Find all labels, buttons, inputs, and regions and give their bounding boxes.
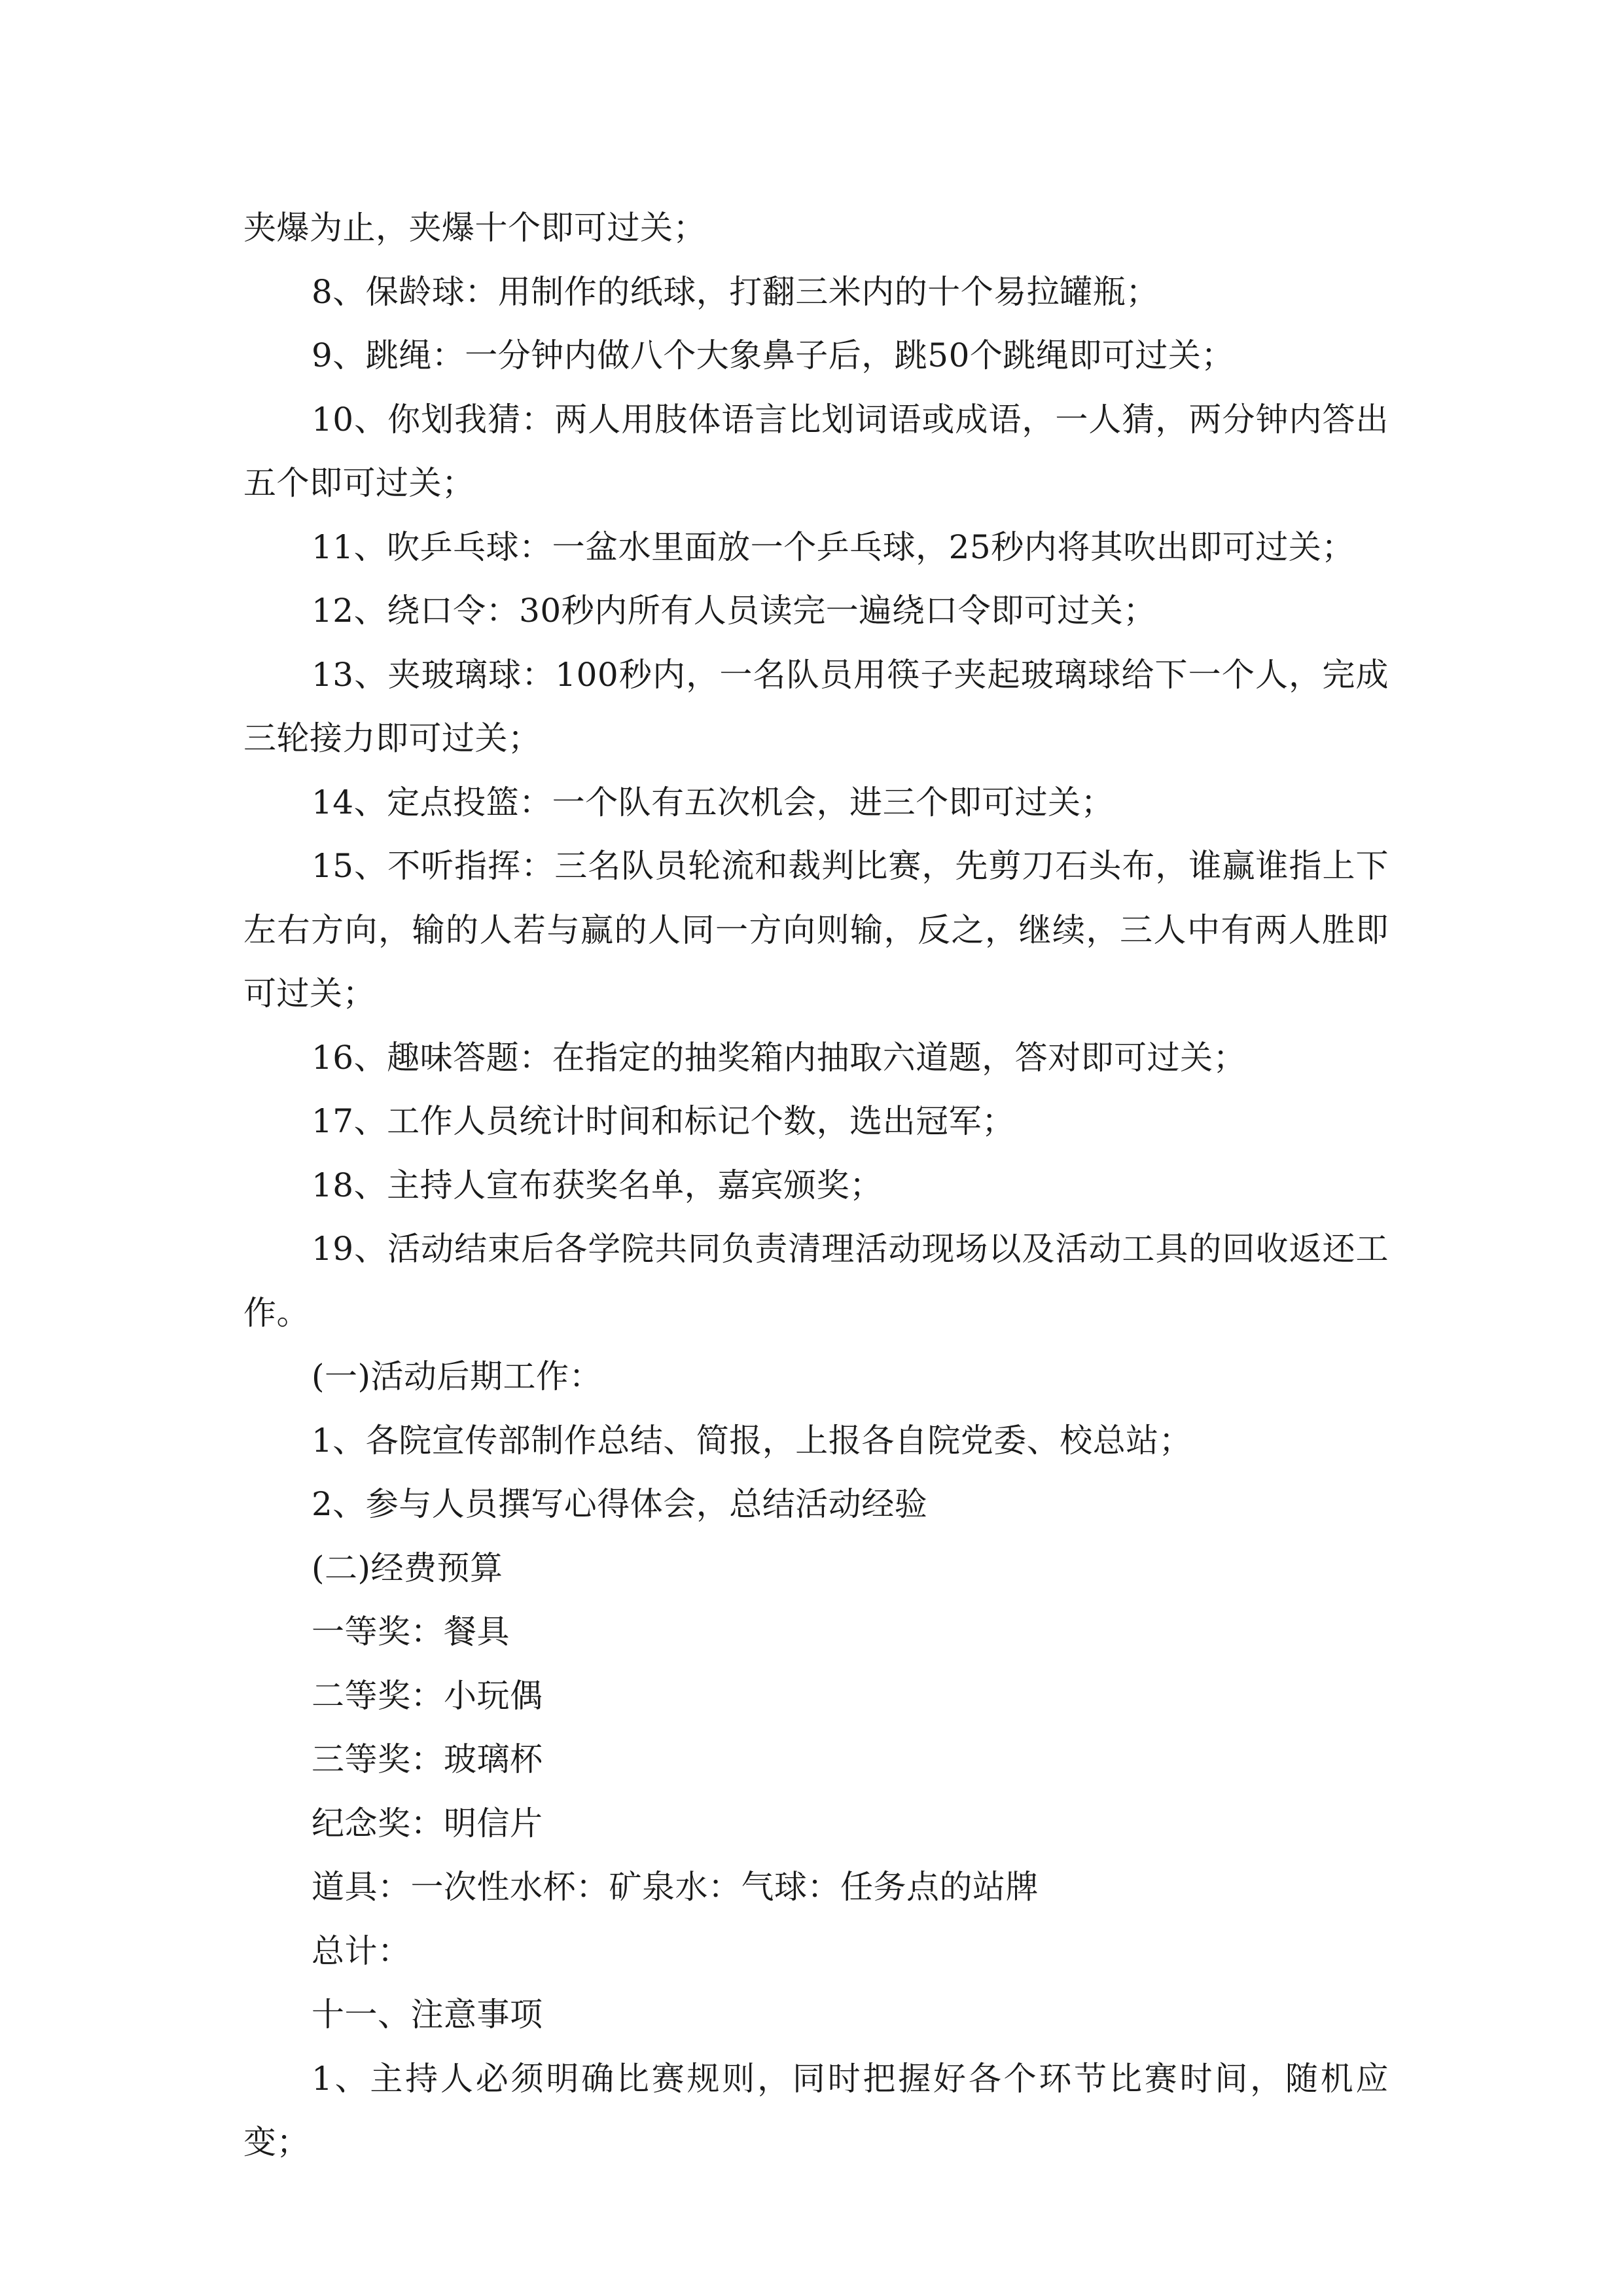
paragraph-item-18: 18、主持人宣布获奖名单，嘉宾颁奖；: [312, 1166, 883, 1204]
section-heading-budget: (二)经费预算: [312, 1549, 503, 1587]
paragraph-item-16: 16、趣味答题：在指定的抽奖箱内抽取六道题，答对即可过关；: [312, 1038, 1247, 1077]
paragraph-item-11: 11、吹乒乓球：一盆水里面放一个乒乓球，25秒内将其吹出即可过关；: [312, 528, 1355, 566]
section-heading-post-activity: (一)活动后期工作：: [312, 1357, 603, 1395]
paragraph-item-13: 13、夹玻璃球：100秒内，一名队员用筷子夹起玻璃球给下一个人，完成三轮接力即可过关；: [243, 655, 1389, 757]
section-heading-notes: 十一、注意事项: [312, 1996, 543, 2034]
paragraph-item-8: 8、保龄球：用制作的纸球，打翻三米内的十个易拉罐瓶；: [312, 272, 1159, 311]
paragraph-continuation: 夹爆为止，夹爆十个即可过关；: [243, 209, 706, 247]
paragraph-item-9: 9、跳绳：一分钟内做八个大象鼻子后，跳50个跳绳即可过关；: [312, 336, 1234, 374]
paragraph-item-10: 10、你划我猜：两人用肢体语言比划词语或成语，一人猜，两分钟内答出五个即可过关；: [243, 400, 1389, 502]
budget-first-prize: 一等奖：餐具: [312, 1613, 510, 1651]
budget-total: 总计：: [312, 1931, 411, 1970]
budget-second-prize: 二等奖：小玩偶: [312, 1676, 543, 1715]
notes-item-1: 1、主持人必须明确比赛规则，同时把握好各个环节比赛时间，随机应变；: [243, 2059, 1389, 2161]
budget-third-prize: 三等奖：玻璃杯: [312, 1740, 543, 1778]
paragraph-item-15: 15、不听指挥：三名队员轮流和裁判比赛，先剪刀石头布，谁赢谁指上下左右方向，输的人若与赢的人同一方向则输，反之，继续，三人中有两人胜即可过关；: [243, 847, 1389, 1013]
paragraph-item-12: 12、绕口令：30秒内所有人员读完一遍绕口令即可过关；: [312, 592, 1156, 630]
paragraph-post-item-1: 1、各院宣传部制作总结、简报，上报各自院党委、校总站；: [312, 1421, 1192, 1460]
budget-souvenir-prize: 纪念奖：明信片: [312, 1804, 543, 1842]
paragraph-post-item-2: 2、参与人员撰写心得体会，总结活动经验: [312, 1485, 928, 1523]
paragraph-item-17: 17、工作人员统计时间和标记个数，选出冠军；: [312, 1102, 1015, 1140]
document-body: [243, 196, 1389, 2175]
paragraph-item-14: 14、定点投篮：一个队有五次机会，进三个即可过关；: [312, 783, 1115, 821]
budget-props: 道具：一次性水杯：矿泉水：气球：任务点的站牌: [312, 1868, 1039, 1906]
paragraph-item-19: 19、活动结束后各学院共同负责清理活动现场以及活动工具的回收返还工作。: [243, 1230, 1389, 1332]
